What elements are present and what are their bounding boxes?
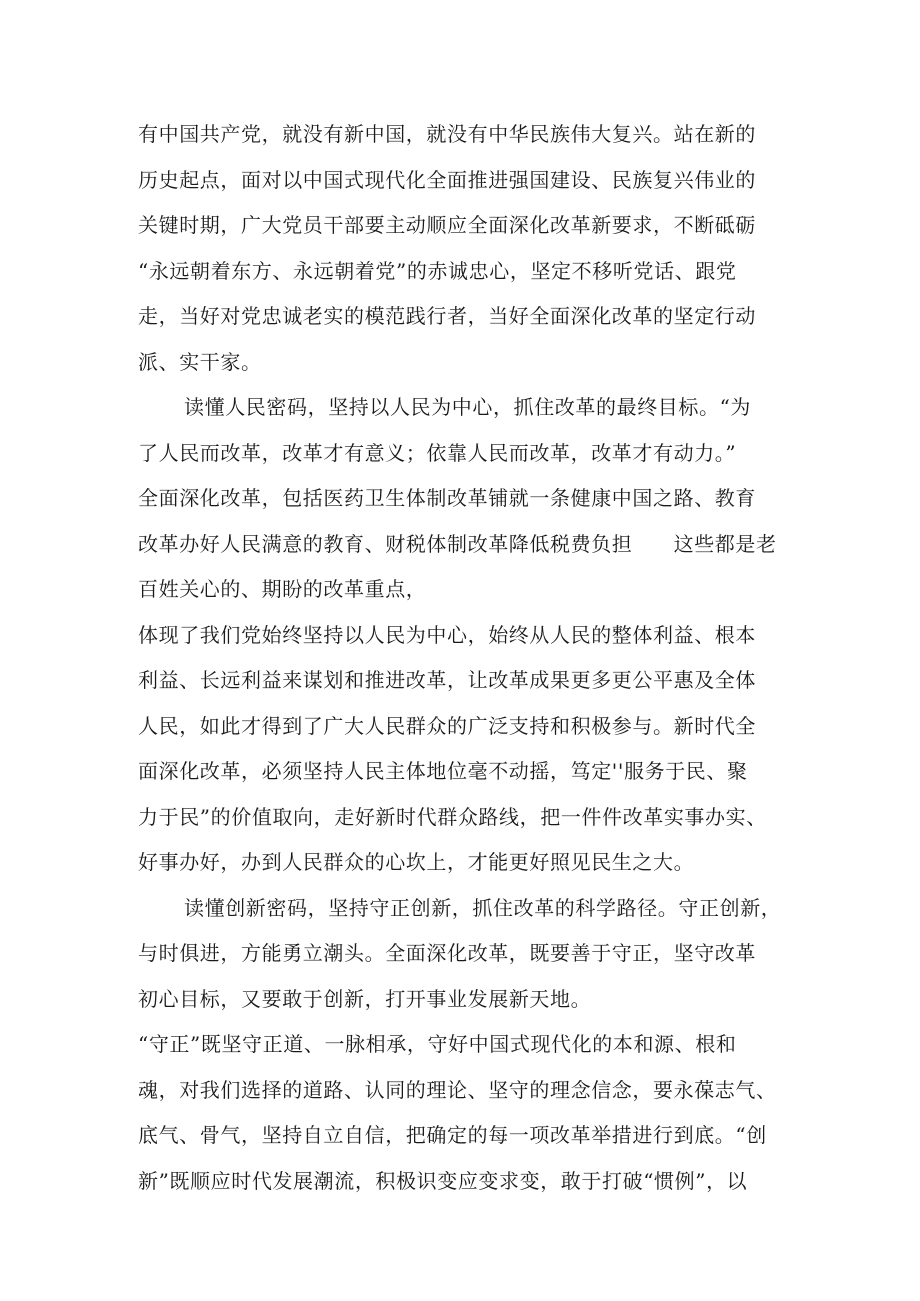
paragraph-first-line: 读懂人民密码，坚持以人民为中心，抓住改革的最终目标。“为 [184,395,752,419]
text-line: 了人民而改革，改革才有意义；依靠人民而改革，改革才有动力。” [138,440,737,465]
text-line: “守正”既坚守正道、一脉相承，守好中国式现代化的本和源、根和 [138,1032,737,1056]
text-line: 利益、长远利益来谋划和推进改革，让改革成果更多更公平惠及全体 [138,668,756,692]
text-line: 力于民”的价值取向，走好新时代群众路线，把一件件改革实事办实、 [138,804,767,829]
text-line: 人民，如此才得到了广大人民群众的广泛支持和积极参与。新时代全 [138,713,756,738]
text-line: 全面深化改革，包括医药卫生体制改革铺就一条健康中国之路、教育 [138,486,756,510]
text-line: 体现了我们党始终坚持以人民为中心，始终从人民的整体利益、根本 [138,622,756,647]
document-body [138,112,798,1204]
paragraph-first-line: 读懂创新密码，坚持守正创新，抓住改革的科学路径。守正创新， [184,895,782,920]
text-line: 面深化改革，必须坚持人民主体地位毫不动摇，笃定''服务于民、聚 [138,759,748,783]
text-line: 新”既顺应时代发展潮流，积极识变应变求变，敢于打破“惯例”，以 [138,1168,748,1193]
text-line: 与时俱进，方能勇立潮头。全面深化改革，既要善于守正，坚守改革 [138,941,756,965]
text-line: 历史起点，面对以中国式现代化全面推进强国建设、民族复兴伟业的 [138,167,756,192]
text-line: 魂，对我们选择的道路、认同的理论、坚守的理念信念，要永葆志气、 [138,1077,777,1102]
text-line: 好事办好，办到人民群众的心坎上，才能更好照见民生之大。 [138,850,695,874]
text-line: 底气、骨气，坚持自立自信，把确定的每一项改革举措进行到底。“创 [138,1123,767,1147]
text-line: 关键时期，广大党员干部要主动顺应全面深化改革新要求，不断砥砺 [138,213,756,237]
text-line: “永远朝着东方、永远朝着党”的赤诚忠心，坚定不移听党话、跟党 [138,258,737,283]
text-line: 走，当好对党忠诚老实的模范践行者，当好全面深化改革的坚定行动 [138,304,756,328]
text-line: 百姓关心的、期盼的改革重点， [138,577,427,601]
text-line: 改革办好人民满意的教育、财税体制改革降低税费负担 这些都是老 [138,531,777,556]
text-line: 派、实干家。 [138,349,262,374]
text-line: 有中国共产党，就没有新中国，就没有中华民族伟大复兴。站在新的 [138,122,756,146]
text-line: 初心目标，又要敢于创新，打开事业发展新天地。 [138,986,592,1011]
